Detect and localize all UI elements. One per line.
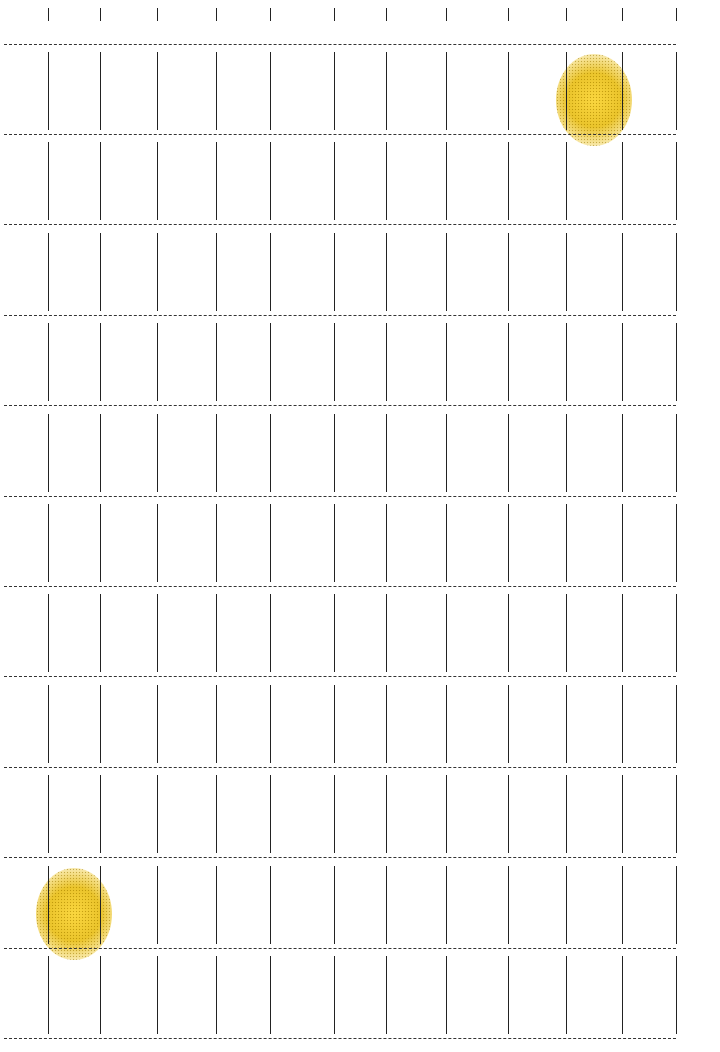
column-separator	[100, 52, 101, 130]
column-separator	[508, 504, 509, 582]
row-divider	[4, 134, 676, 135]
column-separator	[386, 504, 387, 582]
column-separator	[446, 685, 447, 763]
column-separator	[270, 52, 271, 130]
column-separator	[48, 775, 49, 853]
column-separator	[216, 866, 217, 944]
column-separator	[622, 775, 623, 853]
column-separator	[622, 956, 623, 1034]
column-separator	[216, 142, 217, 220]
column-separator	[386, 414, 387, 492]
column-separator	[270, 594, 271, 672]
row-divider	[4, 496, 676, 497]
row-divider	[4, 586, 676, 587]
column-separator	[48, 504, 49, 582]
column-separator	[386, 233, 387, 311]
column-separator	[446, 594, 447, 672]
column-separator	[100, 142, 101, 220]
row-divider	[4, 767, 676, 768]
header-separator	[157, 8, 158, 21]
column-separator	[508, 52, 509, 130]
row-divider	[4, 224, 676, 225]
column-separator	[676, 956, 677, 1034]
column-separator	[566, 594, 567, 672]
column-separator	[270, 233, 271, 311]
column-separator	[446, 956, 447, 1034]
column-separator	[334, 504, 335, 582]
column-separator	[270, 504, 271, 582]
column-separator	[622, 414, 623, 492]
header-separator	[566, 8, 567, 21]
column-separator	[676, 323, 677, 401]
column-separator	[216, 52, 217, 130]
header-separator	[508, 8, 509, 21]
column-separator	[270, 866, 271, 944]
column-separator	[270, 775, 271, 853]
column-separator	[566, 685, 567, 763]
column-separator	[676, 685, 677, 763]
column-separator	[386, 142, 387, 220]
header-separator	[334, 8, 335, 21]
column-separator	[48, 233, 49, 311]
column-separator	[676, 233, 677, 311]
column-separator	[622, 504, 623, 582]
column-separator	[508, 142, 509, 220]
row-divider	[4, 315, 676, 316]
column-separator	[270, 142, 271, 220]
column-separator	[508, 594, 509, 672]
header-separator	[446, 8, 447, 21]
divider	[4, 44, 676, 45]
column-separator	[100, 775, 101, 853]
column-separator	[622, 323, 623, 401]
column-separator	[446, 414, 447, 492]
header-separator	[100, 8, 101, 21]
column-separator	[446, 504, 447, 582]
column-separator	[157, 956, 158, 1034]
row-divider	[4, 676, 676, 677]
column-separator	[100, 414, 101, 492]
column-separator	[48, 594, 49, 672]
column-separator	[48, 685, 49, 763]
column-separator	[676, 504, 677, 582]
column-separator	[100, 504, 101, 582]
column-separator	[622, 233, 623, 311]
column-separator	[386, 956, 387, 1034]
column-separator	[566, 142, 567, 220]
column-separator	[270, 956, 271, 1034]
column-separator	[386, 594, 387, 672]
column-separator	[157, 775, 158, 853]
column-separator	[216, 956, 217, 1034]
column-separator	[446, 142, 447, 220]
header-separator	[676, 8, 677, 21]
column-separator	[334, 775, 335, 853]
column-separator	[334, 866, 335, 944]
column-separator	[386, 685, 387, 763]
column-separator	[48, 866, 49, 944]
column-separator	[676, 775, 677, 853]
column-separator	[157, 52, 158, 130]
column-separator	[157, 504, 158, 582]
column-separator	[334, 233, 335, 311]
column-separator	[334, 956, 335, 1034]
column-separator	[157, 594, 158, 672]
column-separator	[676, 142, 677, 220]
column-separator	[566, 956, 567, 1034]
column-separator	[100, 866, 101, 944]
column-separator	[270, 323, 271, 401]
column-separator	[566, 414, 567, 492]
column-separator	[386, 52, 387, 130]
header-separator	[386, 8, 387, 21]
column-separator	[100, 323, 101, 401]
column-separator	[334, 594, 335, 672]
column-separator	[386, 775, 387, 853]
column-separator	[508, 866, 509, 944]
column-separator	[566, 323, 567, 401]
column-separator	[157, 414, 158, 492]
column-separator	[100, 594, 101, 672]
column-separator	[48, 323, 49, 401]
column-separator	[334, 685, 335, 763]
column-separator	[48, 52, 49, 130]
column-separator	[216, 323, 217, 401]
column-separator	[334, 323, 335, 401]
column-separator	[508, 233, 509, 311]
column-separator	[508, 956, 509, 1034]
column-separator	[446, 866, 447, 944]
column-separator	[622, 52, 623, 130]
column-separator	[446, 233, 447, 311]
highlight-blob	[556, 54, 632, 146]
column-separator	[157, 866, 158, 944]
column-separator	[566, 504, 567, 582]
column-separator	[622, 685, 623, 763]
column-separator	[676, 594, 677, 672]
column-separator	[446, 52, 447, 130]
column-separator	[622, 866, 623, 944]
row-divider	[4, 948, 676, 949]
column-separator	[508, 414, 509, 492]
column-separator	[216, 504, 217, 582]
column-separator	[622, 594, 623, 672]
column-separator	[216, 685, 217, 763]
column-separator	[48, 956, 49, 1034]
column-separator	[270, 414, 271, 492]
column-separator	[676, 52, 677, 130]
row-divider	[4, 1038, 676, 1039]
column-separator	[508, 775, 509, 853]
column-separator	[100, 685, 101, 763]
column-separator	[622, 142, 623, 220]
column-separator	[216, 775, 217, 853]
column-separator	[334, 414, 335, 492]
column-separator	[157, 323, 158, 401]
column-separator	[157, 685, 158, 763]
column-separator	[566, 866, 567, 944]
column-separator	[566, 52, 567, 130]
column-separator	[216, 233, 217, 311]
column-separator	[446, 323, 447, 401]
column-separator	[676, 866, 677, 944]
column-separator	[48, 414, 49, 492]
row-divider	[4, 857, 676, 858]
column-separator	[157, 142, 158, 220]
column-separator	[157, 233, 158, 311]
column-separator	[216, 594, 217, 672]
column-separator	[508, 685, 509, 763]
header-separator	[216, 8, 217, 21]
column-separator	[270, 685, 271, 763]
column-separator	[676, 414, 677, 492]
column-separator	[386, 323, 387, 401]
header-separator	[270, 8, 271, 21]
column-separator	[566, 775, 567, 853]
column-separator	[566, 233, 567, 311]
column-separator	[334, 52, 335, 130]
column-separator	[446, 775, 447, 853]
column-separator	[386, 866, 387, 944]
header-separator	[48, 8, 49, 21]
column-separator	[508, 323, 509, 401]
column-separator	[100, 956, 101, 1034]
column-separator	[100, 233, 101, 311]
header-separator	[622, 8, 623, 21]
row-divider	[4, 405, 676, 406]
column-separator	[216, 414, 217, 492]
column-separator	[48, 142, 49, 220]
column-separator	[334, 142, 335, 220]
